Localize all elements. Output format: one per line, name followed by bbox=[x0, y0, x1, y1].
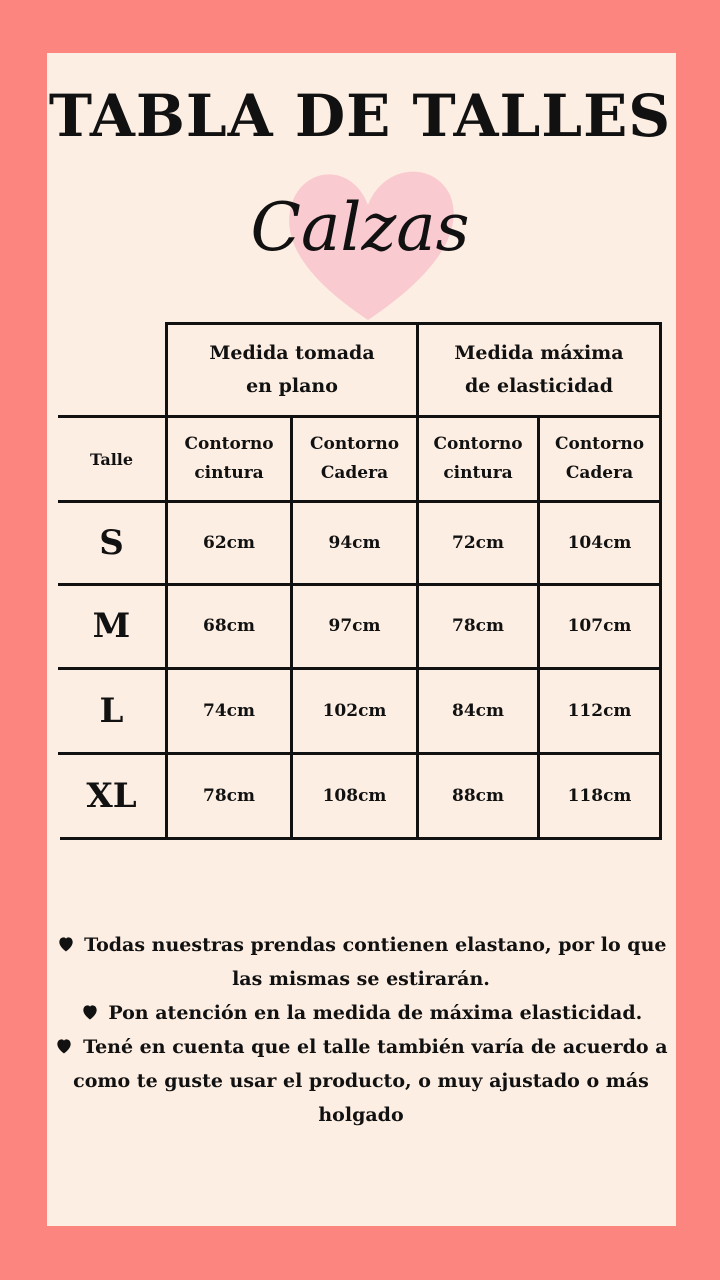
table-cell-m-max-hip: 107cm bbox=[567, 616, 632, 636]
size-label: Talle bbox=[89, 449, 134, 469]
table-row-size-s: S bbox=[99, 522, 124, 563]
table-cell-l-flat-waist: 74cm bbox=[203, 700, 255, 721]
subheader-flat-hip: Contorno Cadera bbox=[309, 434, 400, 483]
heart-icon bbox=[54, 1036, 74, 1056]
note-text-2: Pon atención en la medida de máxima elasticidad. bbox=[108, 1002, 643, 1024]
page-subtitle: Calzas bbox=[250, 189, 470, 266]
table-cell-m-max-waist: 78cm bbox=[452, 616, 504, 636]
table-cell-m-flat-hip: 97cm bbox=[328, 616, 381, 636]
table-row-size-l: L bbox=[99, 690, 124, 731]
table-cell-xl-max-waist: 88cm bbox=[452, 785, 504, 806]
table-row-size-m: M bbox=[92, 606, 131, 646]
note-3 bbox=[50, 1030, 672, 1132]
subheader-flat-waist: Contorno cintura bbox=[184, 434, 274, 483]
heart-icon bbox=[80, 1002, 100, 1022]
note-1 bbox=[50, 928, 672, 996]
table-cell-l-flat-hip: 102cm bbox=[322, 700, 387, 721]
note-2 bbox=[50, 996, 672, 1030]
table-cell-xl-flat-hip: 108cm bbox=[322, 785, 387, 806]
group-header-elasticity: Medida máxima de elasticidad bbox=[454, 342, 624, 397]
table-border-right bbox=[659, 322, 662, 840]
care-notes bbox=[50, 928, 672, 1132]
table-border-bottom bbox=[60, 837, 662, 840]
table-cell-m-flat-waist: 68cm bbox=[203, 616, 255, 636]
subheader-max-waist: Contorno cintura bbox=[433, 434, 523, 483]
table-cell-s-max-hip: 104cm bbox=[567, 532, 632, 553]
table-cell-s-flat-waist: 62cm bbox=[203, 532, 255, 553]
table-row-size-xl: XL bbox=[86, 775, 137, 816]
table-cell-s-max-waist: 72cm bbox=[452, 532, 504, 553]
table-cell-l-max-hip: 112cm bbox=[567, 700, 632, 721]
page-title: TABLA DE TALLES bbox=[48, 82, 672, 150]
subheader-max-hip: Contorno Cadera bbox=[554, 434, 645, 483]
group-header-flat: Medida tomada en plano bbox=[209, 342, 375, 397]
note-text-1: Todas nuestras prendas contienen elastano, por lo que las mismas se estirarán. bbox=[84, 934, 667, 990]
table-cell-l-max-waist: 84cm bbox=[452, 700, 504, 721]
table-cell-xl-max-hip: 118cm bbox=[567, 785, 632, 806]
note-text-3: Tené en cuenta que el talle también varía de acuerdo a como te guste usar el producto, o muy ajustado o más holgado bbox=[73, 1036, 668, 1126]
table-cell-s-flat-hip: 94cm bbox=[328, 532, 381, 553]
table-cell-xl-flat-waist: 78cm bbox=[203, 785, 255, 806]
heart-icon bbox=[56, 934, 76, 954]
